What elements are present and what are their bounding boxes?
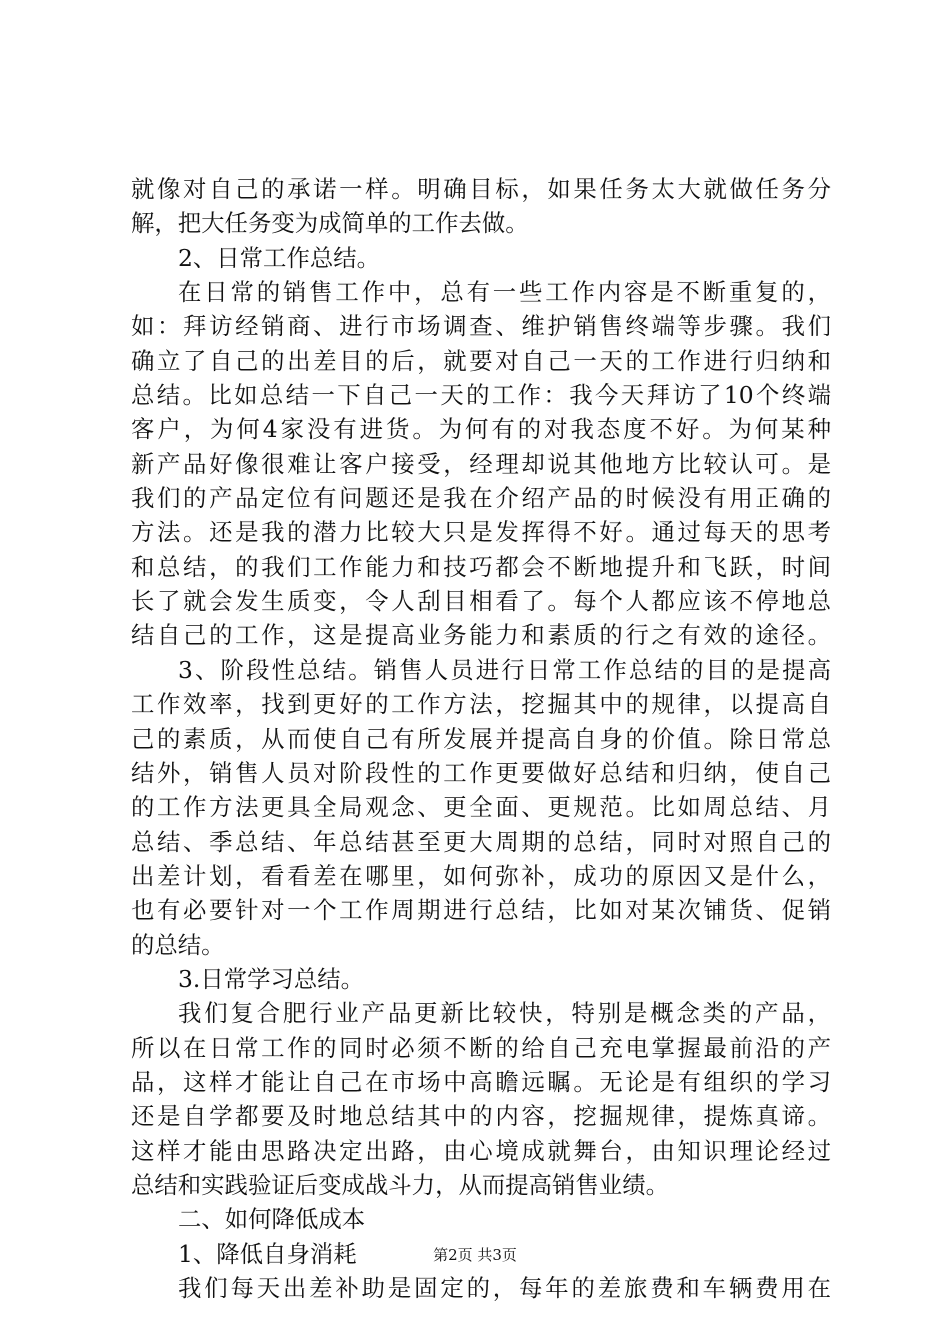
text-line: 方法。还是我的潜力比较大只是发挥得不好。通过每天的思考 — [131, 518, 831, 547]
text-line: 长了就会发生质变，令人刮目相看了。每个人都应该不停地总 — [131, 587, 831, 616]
text-line: 确立了自己的出差目的后，就要对自己一天的工作进行归纳和 — [131, 346, 831, 375]
text-line: 二、如何降低成本 — [178, 1205, 366, 1234]
text-line: 我们复合肥行业产品更新比较快，特别是概念类的产品， — [178, 999, 831, 1028]
text-line: 解，把大任务变为成简单的工作去做。 — [131, 209, 529, 238]
text-line: 己的素质，从而使自己有所发展并提高自身的价值。除日常总 — [131, 724, 831, 753]
text-line: 新产品好像很难让客户接受，经理却说其他地方比较认可。是 — [131, 449, 831, 478]
text-line: 总结。比如总结一下自己一天的工作：我今天拜访了10个终端 — [131, 381, 831, 410]
text-line: 客户，为何4家没有进货。为何有的对我态度不好。为何某种 — [131, 415, 831, 444]
text-line: 1、降低自身消耗 — [178, 1239, 357, 1268]
text-line: 的工作方法更具全局观念、更全面、更规范。比如周总结、月 — [131, 793, 831, 822]
text-line: 的总结。 — [131, 930, 225, 959]
text-line: 结外，销售人员对阶段性的工作更要做好总结和归纳，使自己 — [131, 758, 831, 787]
document-body — [131, 172, 831, 1305]
text-line: 就像对自己的承诺一样。明确目标，如果任务太大就做任务分 — [131, 175, 831, 203]
text-line: 2、日常工作总结。 — [178, 243, 381, 272]
text-line: 3、阶段性总结。销售人员进行日常工作总结的目的是提高 — [178, 655, 831, 684]
text-line: 出差计划，看看差在哪里，如何弥补，成功的原因又是什么， — [131, 861, 831, 890]
text-line: 还是自学都要及时地总结其中的内容，挖掘规律，提炼真谛。 — [131, 1102, 831, 1131]
text-line: 总结、季总结、年总结甚至更大周期的总结，同时对照自己的 — [131, 827, 831, 856]
text-line: 工作效率，找到更好的工作方法，挖掘其中的规律，以提高自 — [131, 690, 831, 719]
text-line: 总结和实践验证后变成战斗力，从而提高销售业绩。 — [131, 1170, 669, 1199]
text-line: 所以在日常工作的同时必须不断的给自己充电掌握最前沿的产 — [131, 1033, 831, 1062]
text-line: 和总结，的我们工作能力和技巧都会不断地提升和飞跃，时间 — [131, 552, 831, 581]
text-line: 结自己的工作，这是提高业务能力和素质的行之有效的途径。 — [131, 621, 831, 650]
text-line: 也有必要针对一个工作周期进行总结，比如对某次铺货、促销 — [131, 896, 831, 925]
text-line: 3.日常学习总结。 — [178, 964, 365, 993]
text-line: 我们每天出差补助是固定的，每年的差旅费和车辆费用在 — [178, 1274, 831, 1302]
text-line: 在日常的销售工作中，总有一些工作内容是不断重复的， — [178, 278, 831, 307]
page-footer: 第2页 共3页 — [433, 1246, 517, 1264]
text-line: 品，这样才能让自己在市场中高瞻远瞩。无论是有组织的学习 — [131, 1067, 831, 1096]
text-line: 我们的产品定位有问题还是我在介绍产品的时候没有用正确的 — [131, 484, 831, 513]
text-line: 这样才能由思路决定出路，由心境成就舞台，由知识理论经过 — [131, 1136, 831, 1165]
text-line: 如：拜访经销商、进行市场调查、维护销售终端等步骤。我们 — [131, 312, 831, 341]
